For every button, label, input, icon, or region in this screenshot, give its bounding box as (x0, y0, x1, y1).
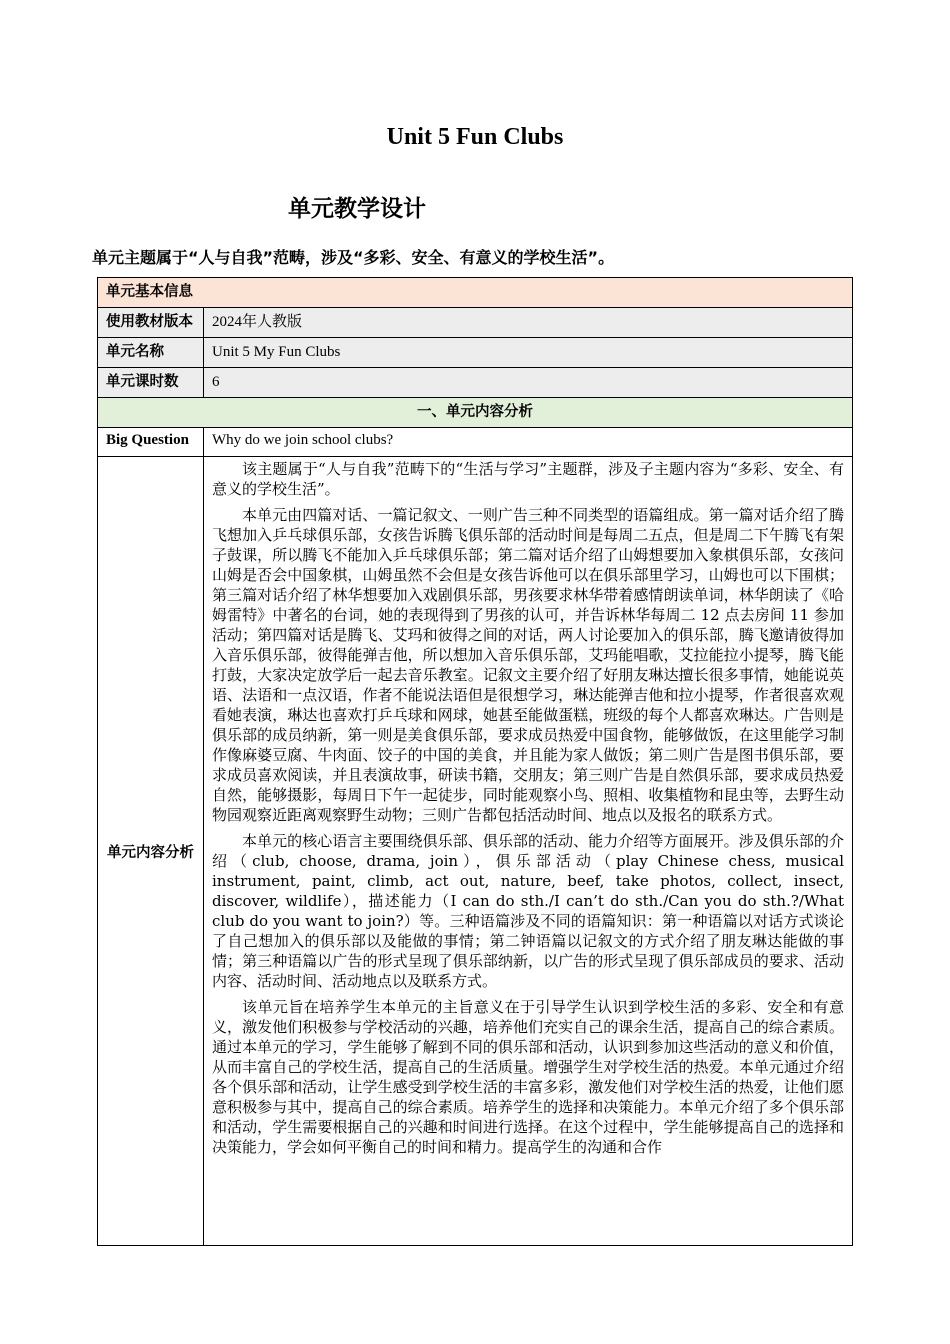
theme-intro: 单元主题属于“人与自我”范畴，涉及“多彩、安全、有意义的学校生活”。 (92, 248, 615, 267)
row-label-unit-name: 单元名称 (98, 338, 204, 368)
row-value-unit-name: Unit 5 My Fun Clubs (204, 338, 853, 368)
content-paragraph: 该主题属于“人与自我”范畴下的“生活与学习”主题群，涉及子主题内容为“多彩、安全、有意义的学校生活”。 (212, 460, 844, 498)
basic-info-header: 单元基本信息 (98, 278, 853, 308)
table-row (98, 368, 853, 398)
content-paragraph: 本单元由四篇对话、一篇记叙文、一则广告三种不同类型的语篇组成。第一篇对话介绍了腾飞想加入乒乓球俱乐部，女孩告诉腾飞俱乐部的活动时间是每周二五点，但是周二下午腾飞有架子鼓课，所以腾飞不能加入乒乓球俱乐部；第二篇对话介绍了山姆想要加入象棋俱乐部，女孩问山姆是否会中国象棋，山姆虽然不会但是女孩告诉他可以在俱乐部里学习，山姆也可以下围棋；第三篇对话介绍了林华想要加入戏剧俱乐部，男孩要求林华带着感情朗读单词，林华朗读了《哈姆雷特》中著名的台词，她的表现得到了男孩的认可，并告诉林华每周二 12 点去房间 11 参加活动；第四篇对话是腾飞、艾玛和彼得之间的对话，两人讨论要加入的俱乐部，腾飞邀请彼得加入音乐俱乐部，彼得能弹吉他，所以想加入音乐俱乐部，艾玛能唱歌，艾拉能拉小提琴，腾飞能打鼓，大家决定放学后一起去音乐教室。记叙文主要介绍了好朋友琳达擅长很多事情，她能说英语、法语和一点汉语，作者不能说法语但是很想学习，琳达能弹吉他和拉小提琴，作者很喜欢观看她表演，琳达也喜欢打乒乓球和网球，她甚至能做蛋糕，班级的每个人都喜欢琳达。广告则是俱乐部的成员纳新，第一则是美食俱乐部，要求成员热爱中国食物，能够做饭，在这里能学习制作像麻婆豆腐、牛肉面、饺子的中国的美食，并且能为家人做饭；第二则广告是图书俱乐部，要求成员喜欢阅读，并且表演故事，研读书籍，交朋友；第三则广告是自然俱乐部，要求成员热爱自然，能够摄影，每周日下午一起徒步，同时能观察小鸟、照相、收集植物和昆虫等，去野生动物园观察近距离观察野生动物；三则广告都包括活动时间、地点以及报名的联系方式。 (212, 506, 844, 824)
row-label-textbook: 使用教材版本 (98, 308, 204, 338)
big-question-value: Why do we join school clubs? (204, 428, 853, 457)
content-paragraph: 本单元的核心语言主要围绕俱乐部、俱乐部的活动、能力介绍等方面展开。涉及俱乐部的介绍（club, choose, drama, join），俱乐部活动（play Chinese chess, musical instrument, paint, climb, act out, nature, beef, take photos, collect, insect, discover, wildlife），描述能力（I can do sth./I can’t do sth./Can you do sth.?/What club do you want to join?）等。三种语篇涉及不同的语篇知识：第一种语篇以对话方式谈论了自己想加入的俱乐部以及能做的事情；第二钟语篇以记叙文的方式介绍了朋友琳达能做的事情；第三种语篇以广告的形式呈现了俱乐部纳新，以广告的形式呈现了俱乐部成员的要求、活动内容、活动时间、活动地点以及联系方式。 (212, 832, 844, 990)
big-question-row (98, 428, 853, 457)
big-question-label: Big Question (98, 428, 204, 457)
table-row (98, 308, 853, 338)
content-analysis-cell (204, 457, 853, 1246)
table-row (98, 338, 853, 368)
document-title: Unit 5 Fun Clubs (386, 124, 564, 150)
section-header-row (98, 398, 853, 428)
unit-info-table (97, 277, 853, 1246)
row-label-lesson-count: 单元课时数 (98, 368, 204, 398)
content-paragraph: 该单元旨在培养学生本单元的主旨意义在于引导学生认识到学校生活的多彩、安全和有意义，激发他们积极参与学校活动的兴趣，培养他们充实自己的课余生活，提高自己的综合素质。通过本单元的学习，学生能够了解到不同的俱乐部和活动，认识到参加这些活动的意义和价值，从而丰富自己的学校生活，提高自己的生活质量。增强学生对学校生活的热爱。本单元通过介绍各个俱乐部和活动，让学生感受到学校生活的丰富多彩，激发他们对学校生活的热爱，让他们愿意积极参与其中，提高自己的综合素质。培养学生的选择和决策能力。本单元介绍了多个俱乐部和活动，学生需要根据自己的兴趣和时间进行选择。在这个过程中，学生能够提高自己的选择和决策能力，学会如何平衡自己的时间和精力。提高学生的沟通和合作 (212, 998, 844, 1156)
content-analysis-row (98, 457, 853, 1246)
section-header: 一、单元内容分析 (98, 398, 853, 428)
document-subtitle: 单元教学设计 (288, 196, 426, 222)
content-analysis-label: 单元内容分析 (98, 457, 204, 1246)
row-value-textbook: 2024年人教版 (204, 308, 853, 338)
row-value-lesson-count: 6 (204, 368, 853, 398)
basic-info-header-row (98, 278, 853, 308)
content-analysis-body (212, 457, 844, 1245)
